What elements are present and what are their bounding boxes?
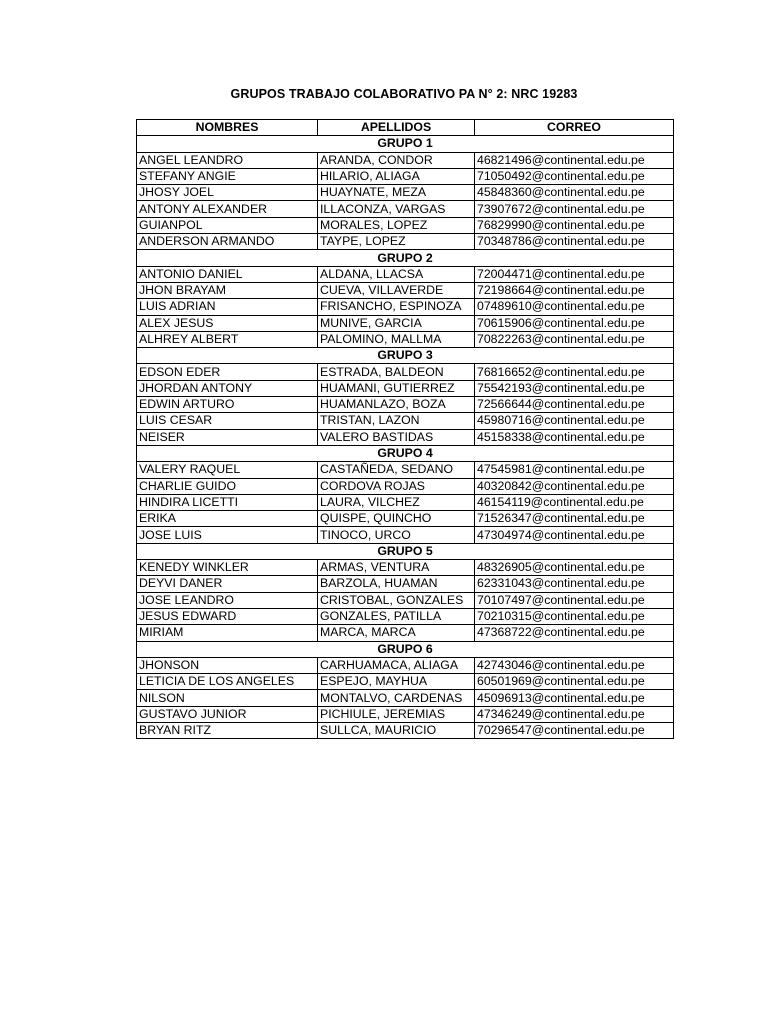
email-cell: 07489610@continental.edu.pe: [475, 299, 674, 315]
last-name-cell: ARMAS, VENTURA: [318, 560, 475, 576]
table-row: [137, 560, 674, 576]
first-name-cell: JHON BRAYAM: [137, 282, 318, 298]
table-row: [137, 331, 674, 347]
first-name-cell: STEFANY ANGIE: [137, 168, 318, 184]
first-name-cell: LUIS CESAR: [137, 413, 318, 429]
last-name-cell: CARHUAMACA, ALIAGA: [318, 657, 475, 673]
table-row: [137, 478, 674, 494]
last-name-cell: BARZOLA, HUAMAN: [318, 576, 475, 592]
first-name-cell: EDSON EDER: [137, 364, 318, 380]
email-cell: 47368722@continental.edu.pe: [475, 625, 674, 641]
first-name-cell: GUSTAVO JUNIOR: [137, 706, 318, 722]
table-row: [137, 462, 674, 478]
email-cell: 46821496@continental.edu.pe: [475, 152, 674, 168]
table-row: [137, 364, 674, 380]
last-name-cell: SULLCA, MAURICIO: [318, 722, 475, 738]
group-label: GRUPO 1: [137, 136, 674, 152]
first-name-cell: ANTONIO DANIEL: [137, 266, 318, 282]
last-name-cell: VALERO BASTIDAS: [318, 429, 475, 445]
last-name-cell: HUAYNATE, MEZA: [318, 185, 475, 201]
table-row: [137, 625, 674, 641]
last-name-cell: HILARIO, ALIAGA: [318, 168, 475, 184]
first-name-cell: EDWIN ARTURO: [137, 397, 318, 413]
group-label: GRUPO 5: [137, 543, 674, 559]
last-name-cell: CASTAÑEDA, SEDANO: [318, 462, 475, 478]
last-name-cell: CORDOVA ROJAS: [318, 478, 475, 494]
table-row: [137, 576, 674, 592]
first-name-cell: BRYAN RITZ: [137, 722, 318, 738]
table-row: [137, 657, 674, 673]
table-row: [137, 299, 674, 315]
group-label: GRUPO 2: [137, 250, 674, 266]
group-header-row: [137, 136, 674, 152]
first-name-cell: HINDIRA LICETTI: [137, 494, 318, 510]
first-name-cell: ANGEL LEANDRO: [137, 152, 318, 168]
last-name-cell: MORALES, LOPEZ: [318, 217, 475, 233]
table-row: [137, 217, 674, 233]
groups-table: [136, 119, 674, 739]
header-nombres: NOMBRES: [137, 120, 318, 136]
header-correo: CORREO: [475, 120, 674, 136]
last-name-cell: MARCA, MARCA: [318, 625, 475, 641]
last-name-cell: QUISPE, QUINCHO: [318, 511, 475, 527]
first-name-cell: GUIANPOL: [137, 217, 318, 233]
table-body: [137, 136, 674, 739]
table-row: [137, 234, 674, 250]
group-header-row: [137, 641, 674, 657]
first-name-cell: ANDERSON ARMANDO: [137, 234, 318, 250]
last-name-cell: LAURA, VILCHEZ: [318, 494, 475, 510]
table-row: [137, 168, 674, 184]
email-cell: 42743046@continental.edu.pe: [475, 657, 674, 673]
last-name-cell: FRISANCHO, ESPINOZA: [318, 299, 475, 315]
email-cell: 73907672@continental.edu.pe: [475, 201, 674, 217]
table-row: [137, 201, 674, 217]
last-name-cell: HUAMANLAZO, BOZA: [318, 397, 475, 413]
last-name-cell: MUNIVE, GARCIA: [318, 315, 475, 331]
group-header-row: [137, 445, 674, 461]
table-row: [137, 315, 674, 331]
first-name-cell: ALEX JESUS: [137, 315, 318, 331]
table-row: [137, 494, 674, 510]
email-cell: 45980716@continental.edu.pe: [475, 413, 674, 429]
email-cell: 70107497@continental.edu.pe: [475, 592, 674, 608]
table-row: [137, 674, 674, 690]
last-name-cell: GONZALES, PATILLA: [318, 608, 475, 624]
last-name-cell: TINOCO, URCO: [318, 527, 475, 543]
last-name-cell: ESPEJO, MAYHUA: [318, 674, 475, 690]
email-cell: 70348786@continental.edu.pe: [475, 234, 674, 250]
email-cell: 60501969@continental.edu.pe: [475, 674, 674, 690]
table-row: [137, 266, 674, 282]
email-cell: 71050492@continental.edu.pe: [475, 168, 674, 184]
header-apellidos: APELLIDOS: [318, 120, 475, 136]
email-cell: 72198664@continental.edu.pe: [475, 282, 674, 298]
first-name-cell: KENEDY WINKLER: [137, 560, 318, 576]
email-cell: 76829990@continental.edu.pe: [475, 217, 674, 233]
email-cell: 75542193@continental.edu.pe: [475, 380, 674, 396]
email-cell: 72566644@continental.edu.pe: [475, 397, 674, 413]
document-title: GRUPOS TRABAJO COLABORATIVO PA N° 2: NRC 19283: [230, 87, 578, 101]
first-name-cell: NEISER: [137, 429, 318, 445]
group-label: GRUPO 6: [137, 641, 674, 657]
first-name-cell: JOSE LUIS: [137, 527, 318, 543]
table-row: [137, 722, 674, 738]
table-row: [137, 152, 674, 168]
email-cell: 70296547@continental.edu.pe: [475, 722, 674, 738]
first-name-cell: DEYVI DANER: [137, 576, 318, 592]
first-name-cell: ANTONY ALEXANDER: [137, 201, 318, 217]
first-name-cell: JHORDAN ANTONY: [137, 380, 318, 396]
last-name-cell: PALOMINO, MALLMA: [318, 331, 475, 347]
email-cell: 76816652@continental.edu.pe: [475, 364, 674, 380]
email-cell: 45158338@continental.edu.pe: [475, 429, 674, 445]
last-name-cell: CRISTOBAL, GONZALES: [318, 592, 475, 608]
group-label: GRUPO 4: [137, 445, 674, 461]
first-name-cell: JHOSY JOEL: [137, 185, 318, 201]
first-name-cell: CHARLIE GUIDO: [137, 478, 318, 494]
group-label: GRUPO 3: [137, 348, 674, 364]
last-name-cell: TAYPE, LOPEZ: [318, 234, 475, 250]
first-name-cell: LETICIA DE LOS ANGELES: [137, 674, 318, 690]
email-cell: 47545981@continental.edu.pe: [475, 462, 674, 478]
first-name-cell: VALERY RAQUEL: [137, 462, 318, 478]
table-row: [137, 282, 674, 298]
email-cell: 45096913@continental.edu.pe: [475, 690, 674, 706]
first-name-cell: JOSE LEANDRO: [137, 592, 318, 608]
table-row: [137, 592, 674, 608]
email-cell: 48326905@continental.edu.pe: [475, 560, 674, 576]
first-name-cell: JESUS EDWARD: [137, 608, 318, 624]
email-cell: 46154119@continental.edu.pe: [475, 494, 674, 510]
header-row: [137, 120, 674, 136]
last-name-cell: ALDANA, LLACSA: [318, 266, 475, 282]
table-row: [137, 527, 674, 543]
table-row: [137, 690, 674, 706]
last-name-cell: CUEVA, VILLAVERDE: [318, 282, 475, 298]
table-row: [137, 429, 674, 445]
table-row: [137, 380, 674, 396]
first-name-cell: JHONSON: [137, 657, 318, 673]
group-header-row: [137, 543, 674, 559]
last-name-cell: ESTRADA, BALDEON: [318, 364, 475, 380]
last-name-cell: TRISTAN, LAZON: [318, 413, 475, 429]
first-name-cell: ERIKA: [137, 511, 318, 527]
table-row: [137, 511, 674, 527]
last-name-cell: PICHIULE, JEREMIAS: [318, 706, 475, 722]
last-name-cell: ARANDA, CONDOR: [318, 152, 475, 168]
email-cell: 45848360@continental.edu.pe: [475, 185, 674, 201]
last-name-cell: HUAMANI, GUTIERREZ: [318, 380, 475, 396]
email-cell: 47346249@continental.edu.pe: [475, 706, 674, 722]
first-name-cell: NILSON: [137, 690, 318, 706]
table-row: [137, 608, 674, 624]
first-name-cell: ALHREY ALBERT: [137, 331, 318, 347]
table-row: [137, 706, 674, 722]
email-cell: 40320842@continental.edu.pe: [475, 478, 674, 494]
table-row: [137, 397, 674, 413]
email-cell: 72004471@continental.edu.pe: [475, 266, 674, 282]
email-cell: 62331043@continental.edu.pe: [475, 576, 674, 592]
email-cell: 70822263@continental.edu.pe: [475, 331, 674, 347]
last-name-cell: MONTALVO, CARDENAS: [318, 690, 475, 706]
table-row: [137, 413, 674, 429]
first-name-cell: LUIS ADRIAN: [137, 299, 318, 315]
email-cell: 70210315@continental.edu.pe: [475, 608, 674, 624]
email-cell: 47304974@continental.edu.pe: [475, 527, 674, 543]
table-row: [137, 185, 674, 201]
group-header-row: [137, 250, 674, 266]
email-cell: 71526347@continental.edu.pe: [475, 511, 674, 527]
first-name-cell: MIRIAM: [137, 625, 318, 641]
last-name-cell: ILLACONZA, VARGAS: [318, 201, 475, 217]
email-cell: 70615906@continental.edu.pe: [475, 315, 674, 331]
group-header-row: [137, 348, 674, 364]
